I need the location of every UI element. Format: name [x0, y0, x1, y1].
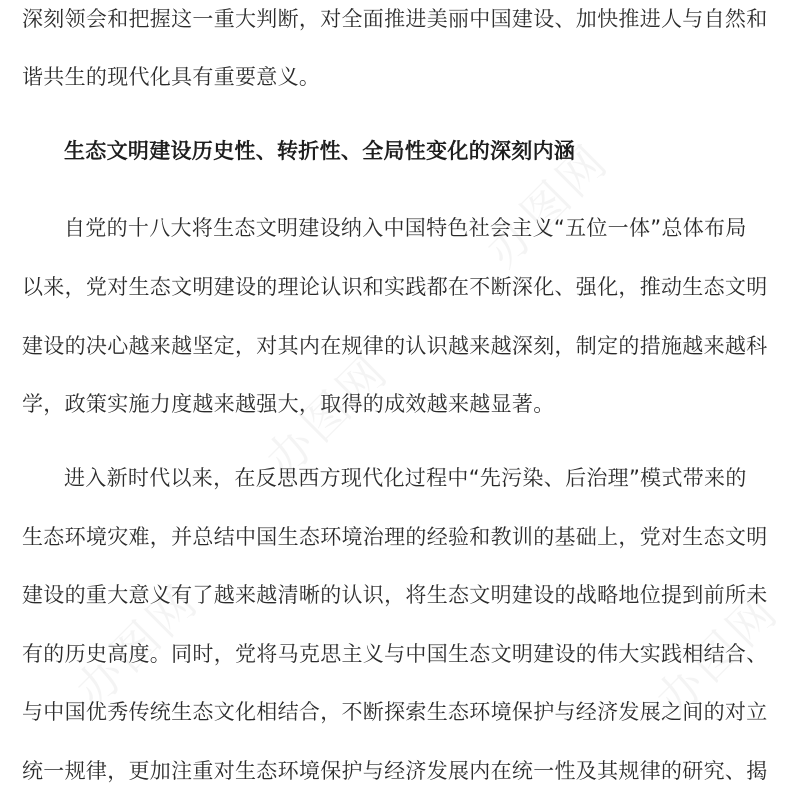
- paragraph-line: 进入新时代以来，在反思西方现代化过程中“先污染、后治理”模式带来的: [64, 466, 747, 490]
- paragraph-line: 与中国优秀传统生态文化相结合，不断探索生态环境保护与经济发展之间的对立: [22, 700, 768, 724]
- paragraph-line: 谐共生的现代化具有重要意义。: [22, 65, 321, 89]
- paragraph-line: 有的历史高度。同时，党将马克思主义与中国生态文明建设的伟大实践相结合、: [22, 642, 768, 666]
- paragraph-line: 自党的十八大将生态文明建设纳入中国特色社会主义“五位一体”总体布局: [64, 216, 747, 240]
- section-heading: 生态文明建设历史性、转折性、全局性变化的深刻内涵: [64, 139, 576, 163]
- paragraph-line: 统一规律，更加注重对生态环境保护与经济发展内在统一性及其规律的研究、揭: [22, 759, 768, 783]
- paragraph-line: 以来，党对生态文明建设的理论认识和实践都在不断深化、强化，推动生态文明: [22, 275, 768, 299]
- paragraph-line: 生态环境灾难，并总结中国生态环境治理的经验和教训的基础上，党对生态文明: [22, 525, 768, 549]
- paragraph-line: 建设的决心越来越坚定，对其内在规律的认识越来越深刻，制定的措施越来越科: [22, 334, 768, 358]
- paragraph-line: 深刻领会和把握这一重大判断，对全面推进美丽中国建设、加快推进人与自然和: [22, 7, 768, 31]
- paragraph-line: 建设的重大意义有了越来越清晰的认识，将生态文明建设的战略地位提到前所未: [22, 583, 768, 607]
- paragraph-line: 学，政策实施力度越来越强大，取得的成效越来越显著。: [22, 392, 555, 416]
